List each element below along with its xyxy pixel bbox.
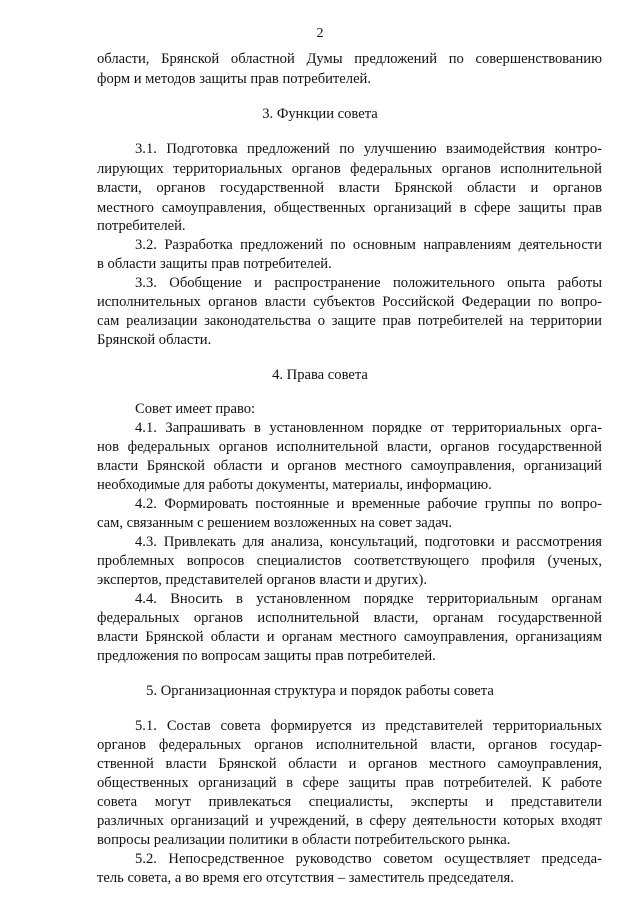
text-line: в области защиты прав потребителей. xyxy=(97,256,332,272)
text-line: органов федеральных органов исполнительной власти, органов государ- xyxy=(97,737,602,753)
text-line: форм и методов защиты прав потребителей. xyxy=(97,71,372,87)
text-line: сам реализации законодательства о защите прав потребителей на территории xyxy=(97,313,602,329)
text-line: тель совета, а во время его отсутствия – заместитель председателя. xyxy=(97,870,514,886)
section-3-heading: 3. Функции совета xyxy=(262,106,378,122)
text-line: 5.2. Непосредственное руководство советом осуществляет председа- xyxy=(135,851,602,867)
text-line: вопросы реализации политики в области потребительского рынка. xyxy=(97,832,511,848)
text-line: нов федеральных органов исполнительной власти, органов государственной xyxy=(97,439,602,455)
text-line: 4.1. Запрашивать в установленном порядке от территориальных орга- xyxy=(135,420,602,436)
text-line: лирующих территориальных органов федеральных органов исполнительной xyxy=(97,161,602,177)
text-line: власти, органов государственной власти Брянской области и органов xyxy=(97,180,602,196)
text-line: необходимые для работы документы, материалы, информацию. xyxy=(97,477,492,493)
text-line: экспертов, представителей органов власти и других). xyxy=(97,572,427,588)
text-line: 3.1. Подготовка предложений по улучшению взаимодействия контро- xyxy=(135,141,602,157)
text-line: 4.2. Формировать постоянные и временные рабочие группы по вопро- xyxy=(135,496,602,512)
text-line: 4.3. Привлекать для анализа, консультаций, подготовки и рассмотрения xyxy=(135,534,602,550)
text-line: области, Брянской областной Думы предложений по совершенствованию xyxy=(97,51,602,67)
text-line: 3.2. Разработка предложений по основным направлениям деятельности xyxy=(135,237,602,253)
text-line: проблемных вопросов специалистов соответствующего профиля (ученых, xyxy=(97,553,602,569)
text-line: совета могут привлекаться специалисты, эксперты и представители xyxy=(97,794,602,810)
text-line: ственной власти Брянской области и органов местного самоуправления, xyxy=(97,756,602,772)
text-line: исполнительных органов власти субъектов Российской Федерации по вопро- xyxy=(97,294,602,310)
text-line: 5.1. Состав совета формируется из представителей территориальных xyxy=(135,718,602,734)
text-line: местного самоуправления, общественных организаций в сфере защиты прав xyxy=(97,200,602,216)
text-line: 3.3. Обобщение и распространение положительного опыта работы xyxy=(135,275,602,291)
text-line: власти Брянской области и органам местного самоуправления, организациям xyxy=(97,629,602,645)
text-line: Брянской области. xyxy=(97,332,212,348)
text-line: общественных организаций в сфере защиты прав потребителей. К работе xyxy=(97,775,602,791)
text-line: федеральных органов исполнительной власти, органам государственной xyxy=(97,610,602,626)
text-line: власти Брянской области и органов местного самоуправления, организаций xyxy=(97,458,602,474)
section-5-heading: 5. Организационная структура и порядок работы совета xyxy=(146,683,494,699)
text-line: 4.4. Вносить в установленном порядке территориальным органам xyxy=(135,591,602,607)
text-line: сам, связанным с решением возложенных на совет задач. xyxy=(97,515,453,531)
section-4-heading: 4. Права совета xyxy=(272,367,368,383)
section-4-intro: Совет имеет право: xyxy=(135,401,256,417)
page-number: 2 xyxy=(316,26,324,41)
text-line: предложения по вопросам защиты прав потребителей. xyxy=(97,648,436,664)
text-line: потребителей. xyxy=(97,218,186,234)
text-line: различных организаций и учреждений, в сферу деятельности которых входят xyxy=(97,813,602,829)
